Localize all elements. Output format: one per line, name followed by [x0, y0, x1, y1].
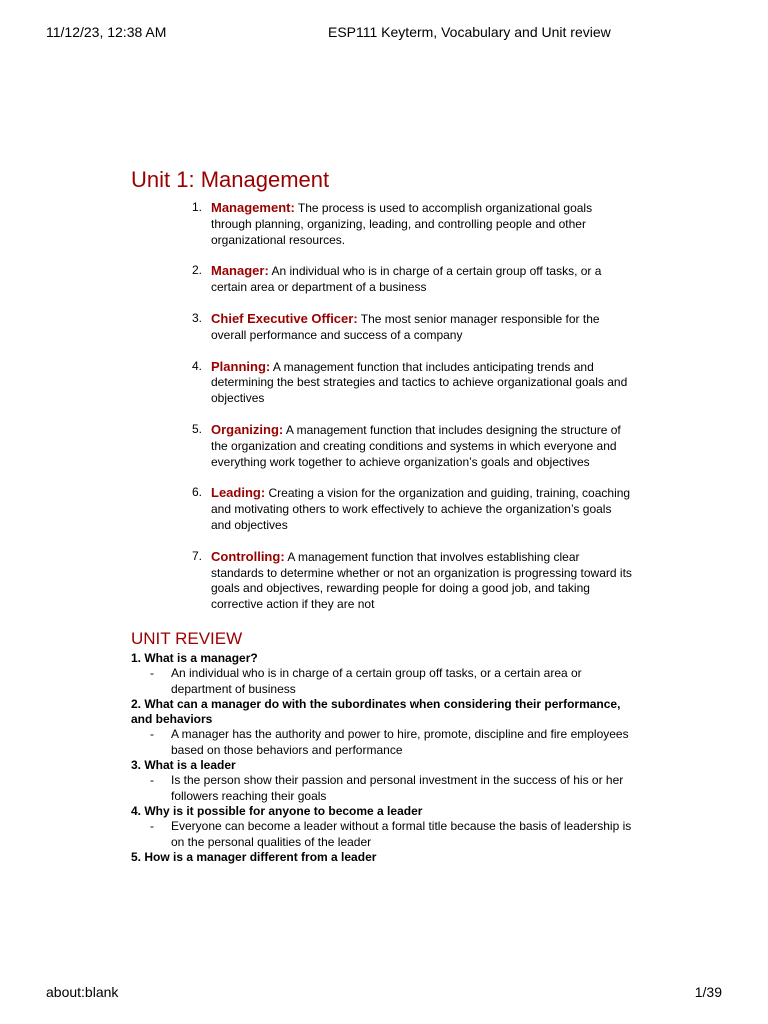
review-answer-text: Is the person show their passion and personal investment in the success of his or her followers reaching their goals [171, 773, 624, 803]
dash-bullet: - [150, 773, 154, 788]
term-number: 1. [192, 200, 203, 214]
page-url: about:blank [46, 984, 119, 1000]
review-answer [131, 727, 641, 758]
term-definition: A management function that includes anticipating trends and determining the best strategies and tactics to achieve organizational goals and objectives [211, 359, 628, 406]
review-title: UNIT REVIEW [131, 628, 243, 648]
term-number: 6. [192, 485, 203, 500]
print-header [46, 24, 722, 42]
review-answer-text: A manager has the authority and power to hire, promote, discipline and fire employees based on those behaviors and performance [171, 727, 629, 757]
term-number: 7. [192, 548, 203, 563]
term-definition: Creating a vision for the organization and guiding, training, coaching and motivating others to work effectively to achieve the organization’s goals and objectives [211, 486, 631, 532]
term-name: Chief Executive Officer: [211, 310, 358, 326]
review-question: 3. What is a leader [131, 758, 236, 773]
print-footer [46, 984, 722, 1002]
term-item [131, 359, 641, 407]
term-definition: A management function that involves establishing clear standards to determine whether or not an organization is progressing toward its goals and objectives, rewarding people for doing a good job, and taking corrective action if they are not [211, 549, 632, 612]
term-definition: An individual who is in charge of a certain group off tasks, or a certain area or department of a business [211, 264, 602, 295]
term-name: Leading: [211, 485, 266, 501]
term-item [131, 311, 641, 344]
review-question: 5. How is a manager different from a leader [131, 849, 377, 864]
review-answer [131, 666, 641, 697]
term-item [131, 263, 641, 296]
review-question: 4. Why is it possible for anyone to become a leader [131, 803, 423, 818]
term-name: Controlling: [211, 548, 285, 564]
dash-bullet: - [150, 727, 154, 742]
review-answer-text: An individual who is in charge of a certain group off tasks, or a certain area or department of business [171, 666, 582, 696]
term-name: Planning: [211, 358, 271, 374]
term-name: Manager: [211, 263, 269, 279]
term-definition: The most senior manager responsible for the overall performance and success of a company [211, 311, 600, 342]
term-item [131, 485, 641, 533]
unit-review-list [131, 651, 641, 865]
dash-bullet: - [150, 666, 154, 681]
term-item [131, 200, 641, 248]
review-answer-text: Everyone can become a leader without a formal title because the basis of leadership is on the personal qualities of the leader [171, 819, 632, 849]
review-question: 1. What is a manager? [131, 650, 258, 665]
document-title: ESP111 Keyterm, Vocabulary and Unit review [328, 24, 611, 40]
term-name: Management: [211, 200, 295, 215]
review-answer [131, 819, 641, 850]
term-definition: The process is used to accomplish organizational goals through planning, organizing, leading, and controlling people and other organizational resources. [211, 201, 593, 247]
review-answer [131, 773, 641, 804]
dash-bullet: - [150, 819, 154, 834]
document-body [131, 166, 641, 865]
term-name: Organizing: [211, 421, 284, 437]
term-item [131, 549, 641, 613]
term-item [131, 422, 641, 470]
print-datetime: 11/12/23, 12:38 AM [46, 24, 167, 40]
term-number: 4. [192, 358, 203, 373]
term-number: 5. [192, 421, 203, 436]
unit-title: Unit 1: Management [131, 167, 330, 192]
page-number: 1/39 [694, 984, 722, 1000]
review-question: 2. What can a manager do with the subordinates when considering their performance, and behaviors [131, 696, 621, 727]
term-definition: A management function that includes designing the structure of the organization and creating conditions and systems in which everyone and everything work together to achieve organization’s goals and objectives [211, 422, 621, 469]
term-number: 3. [192, 310, 203, 325]
term-number: 2. [192, 263, 203, 278]
key-terms-list [131, 200, 641, 613]
